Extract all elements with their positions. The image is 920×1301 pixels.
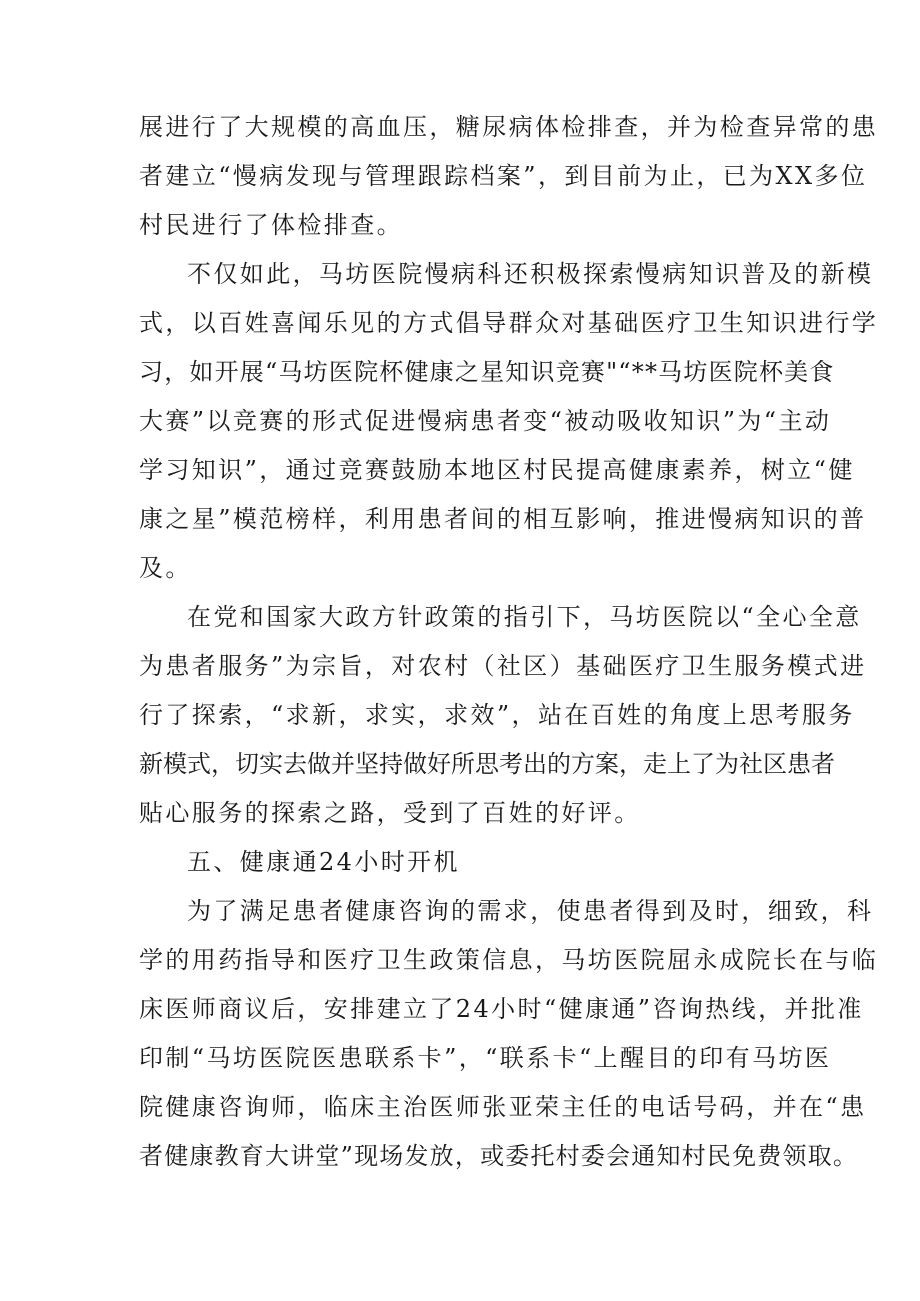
text-line: 者健康教育大讲堂”现场发放，或委托村委会通知村民免费领取。	[139, 1142, 859, 1170]
text-line: 印制“马坊医院医患联系卡”，“联系卡“上醒目的印有马坊医	[139, 1044, 832, 1072]
text-line: 学的用药指导和医疗卫生政策信息，马坊医院屈永成院长在与临	[139, 946, 879, 974]
text-line: 学习知识”，通过竞赛鼓励本地区村民提高健康素养，树立“健	[139, 456, 855, 484]
paragraph-start-line: 在党和国家大政方针政策的指引下，马坊医院以“全心全意	[187, 603, 862, 631]
text-line: 者建立“慢病发现与管理跟踪档案”，到目前为止，已为XX多位	[139, 162, 868, 190]
text-line: 村民进行了体检排查。	[139, 211, 403, 239]
text-line: 展进行了大规模的高血压，糖尿病体检排查，并为检查异常的患	[139, 113, 879, 141]
text-line: 式，以百姓喜闻乐见的方式倡导群众对基础医疗卫生知识进行学	[139, 309, 879, 337]
text-line: 习，如开展“马坊医院杯健康之星知识竞赛"“**马坊医院杯美食	[139, 358, 835, 386]
text-line: 大赛”以竞赛的形式促进慢病患者变“被动吸收知识”为“主动	[139, 407, 832, 435]
text-line: 床医师商议后，安排建立了24小时“健康通”咨询热线，并批准	[139, 995, 864, 1023]
text-line: 为患者服务”为宗旨，对农村（社区）基础医疗卫生服务模式进	[139, 652, 867, 680]
text-line: 行了探索，“求新，求实，求效”，站在百姓的角度上思考服务	[139, 701, 855, 729]
text-line: 院健康咨询师，临床主治医师张亚荣主任的电话号码，并在“患	[139, 1093, 867, 1121]
text-line: 及。	[139, 554, 192, 582]
text-line: 康之星”模范榜样，利用患者间的相互影响，推进慢病知识的普	[139, 505, 867, 533]
paragraph-start-line: 不仅如此，马坊医院慢病科还积极探索慢病知识普及的新模	[187, 260, 874, 288]
text-line: 贴心服务的探索之路，受到了百姓的好评。	[139, 799, 641, 827]
section-heading: 五、健康通24小时开机	[187, 848, 460, 876]
paragraph-start-line: 为了满足患者健康咨询的需求，使患者得到及时，细致，科	[187, 897, 874, 925]
text-line: 新模式，切实去做并坚持做好所思考出的方案，走上了为社区患者	[139, 750, 835, 778]
